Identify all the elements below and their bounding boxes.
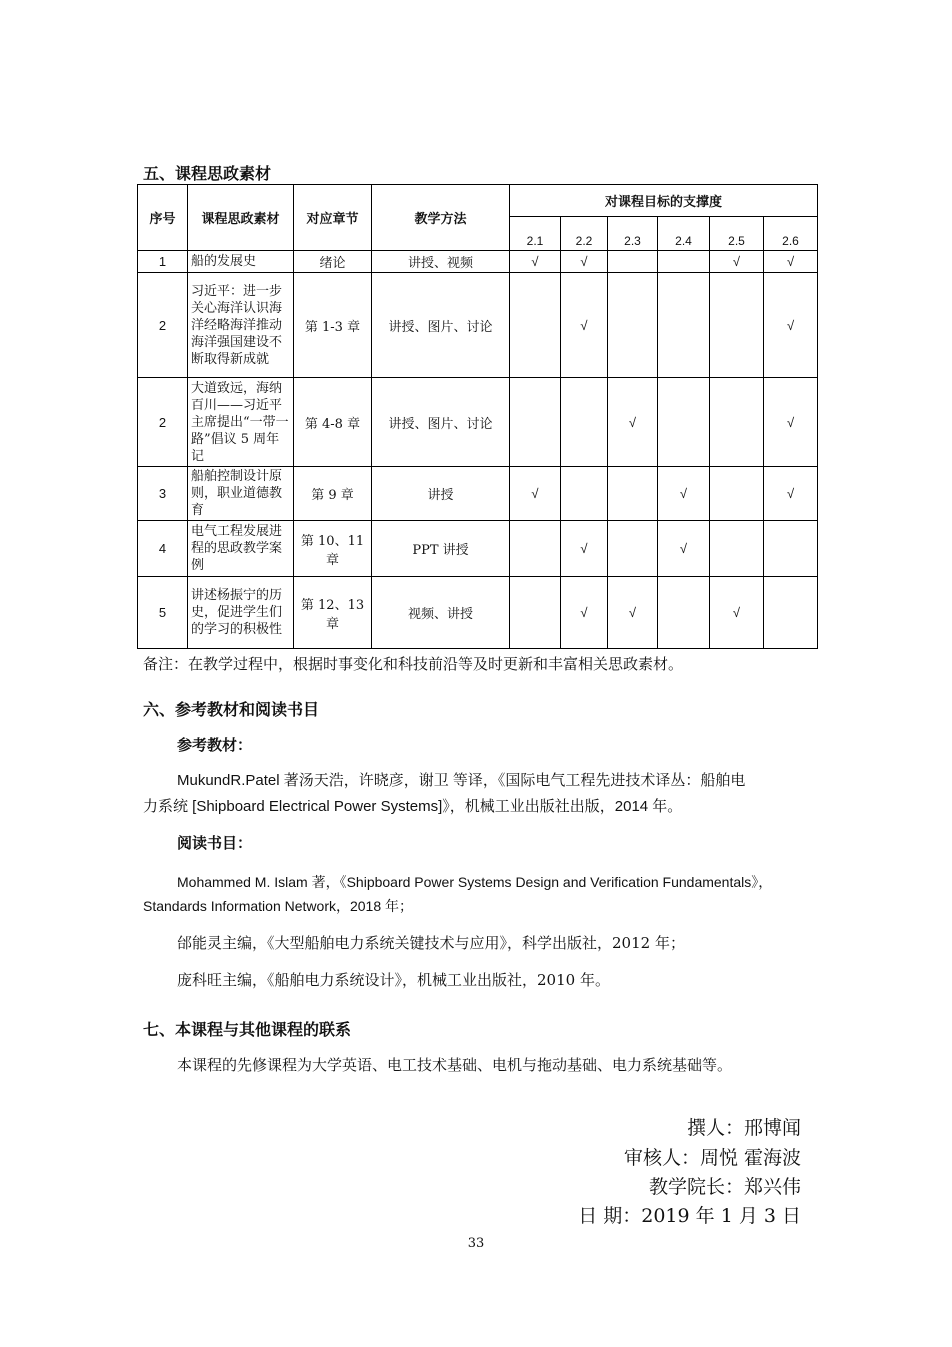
reading-entry-1-line2: Standards Information Network，2018 年； xyxy=(143,898,414,914)
section5-heading: 五、课程思政素材 xyxy=(143,164,272,183)
check-cell: √ xyxy=(561,521,608,577)
check-cell: √ xyxy=(510,251,561,273)
section7-heading: 七、本课程与其他课程的联系 xyxy=(143,1020,352,1039)
row-method: 讲授、视频 xyxy=(372,251,510,273)
check-cell xyxy=(658,378,710,467)
signature-dean: 教学院长：郑兴伟 xyxy=(648,1176,801,1198)
check-cell xyxy=(510,378,561,467)
textbook-label: 参考教材： xyxy=(177,736,253,754)
signature-author: 撰人：邢博闻 xyxy=(686,1117,801,1139)
row-index: 3 xyxy=(138,467,188,521)
check-cell xyxy=(608,521,658,577)
row-index: 1 xyxy=(138,251,188,273)
row-chapter: 第 12、13 章 xyxy=(294,577,372,649)
goal-header: 2.2 xyxy=(561,217,608,251)
table-row xyxy=(138,521,818,577)
header-index: 序号 xyxy=(138,185,188,251)
goal-header: 2.3 xyxy=(608,217,658,251)
table-row xyxy=(138,251,818,273)
check-cell: √ xyxy=(510,467,561,521)
check-cell xyxy=(561,378,608,467)
check-cell xyxy=(608,251,658,273)
check-cell xyxy=(510,273,561,378)
reading-entry-2: 邰能灵主编，《大型船舶电力系统关键技术与应用》，科学出版社，2012 年； xyxy=(177,934,685,952)
check-cell xyxy=(658,273,710,378)
textbook-entry-line1: MukundR.Patel 著汤天浩，许晓彦，谢卫 等译，《国际电气工程先进技术译丛：船舶电 xyxy=(177,772,746,789)
row-method: 讲授、图片、讨论 xyxy=(372,378,510,467)
check-cell xyxy=(658,251,710,273)
check-cell xyxy=(710,521,764,577)
check-cell: √ xyxy=(710,577,764,649)
goal-header: 2.6 xyxy=(764,217,818,251)
textbook-entry-line2: 力系统 [Shipboard Electrical Power Systems]》，机械工业出版社出版，2014 年。 xyxy=(143,798,683,815)
row-chapter: 第 10、11 章 xyxy=(294,521,372,577)
row-method: 视频、讲授 xyxy=(372,577,510,649)
goal-header: 2.4 xyxy=(658,217,710,251)
row-index: 2 xyxy=(138,273,188,378)
check-cell xyxy=(510,521,561,577)
row-chapter: 第 1-3 章 xyxy=(294,273,372,378)
row-material: 习近平：进一步关心海洋认识海洋经略海洋推动海洋强国建设不断取得新成就 xyxy=(188,273,294,378)
check-cell xyxy=(764,521,818,577)
check-cell: √ xyxy=(764,273,818,378)
row-material: 大道致远，海纳百川——习近平主席提出“一带一路”倡议 5 周年记 xyxy=(188,378,294,467)
check-cell xyxy=(608,273,658,378)
row-chapter: 第 4-8 章 xyxy=(294,378,372,467)
reading-entry-1-line1: Mohammed M. Islam 著，《Shipboard Power Systems Design and Verification Fundamentals》， xyxy=(177,874,773,890)
check-cell xyxy=(764,577,818,649)
reading-label: 阅读书目： xyxy=(177,834,253,852)
section6-heading: 六、参考教材和阅读书目 xyxy=(143,700,320,719)
check-cell: √ xyxy=(764,378,818,467)
row-method: 讲授、图片、讨论 xyxy=(372,273,510,378)
check-cell: √ xyxy=(608,577,658,649)
check-cell xyxy=(608,467,658,521)
header-chapter: 对应章节 xyxy=(294,185,372,251)
row-material: 船舶控制设计原则，职业道德教育 xyxy=(188,467,294,521)
check-cell: √ xyxy=(608,378,658,467)
table-row xyxy=(138,378,818,467)
table-row xyxy=(138,273,818,378)
row-material: 讲述杨振宁的历史，促进学生们的学习的积极性 xyxy=(188,577,294,649)
check-cell: √ xyxy=(561,273,608,378)
signature-reviewer: 审核人：周悦 霍海波 xyxy=(623,1147,801,1169)
signature-date: 日 期：2019 年 1 月 3 日 xyxy=(578,1205,801,1227)
row-method: PPT 讲授 xyxy=(372,521,510,577)
row-index: 2 xyxy=(138,378,188,467)
check-cell xyxy=(710,467,764,521)
check-cell xyxy=(658,577,710,649)
row-material: 电气工程发展进程的思政教学案例 xyxy=(188,521,294,577)
check-cell: √ xyxy=(764,467,818,521)
check-cell: √ xyxy=(658,467,710,521)
header-support: 对课程目标的支撑度 xyxy=(510,185,818,217)
check-cell xyxy=(710,378,764,467)
check-cell: √ xyxy=(561,577,608,649)
reading-entry-3: 庞科旺主编，《船舶电力系统设计》，机械工业出版社，2010 年。 xyxy=(177,971,610,989)
check-cell xyxy=(510,577,561,649)
table-row xyxy=(138,467,818,521)
check-cell: √ xyxy=(710,251,764,273)
check-cell: √ xyxy=(764,251,818,273)
check-cell xyxy=(710,273,764,378)
goal-header: 2.5 xyxy=(710,217,764,251)
check-cell xyxy=(561,467,608,521)
table-row xyxy=(138,577,818,649)
check-cell: √ xyxy=(561,251,608,273)
header-material: 课程思政素材 xyxy=(188,185,294,251)
header-method: 教学方法 xyxy=(372,185,510,251)
ideology-material-table xyxy=(137,184,818,649)
row-index: 4 xyxy=(138,521,188,577)
goal-header: 2.1 xyxy=(510,217,561,251)
table-note: 备注：在教学过程中，根据时事变化和科技前沿等及时更新和丰富相关思政素材。 xyxy=(143,655,684,673)
row-material: 船的发展史 xyxy=(188,251,294,273)
row-index: 5 xyxy=(138,577,188,649)
section7-text: 本课程的先修课程为大学英语、电工技术基础、电机与拖动基础、电力系统基础等。 xyxy=(177,1056,733,1074)
row-chapter: 绪论 xyxy=(294,251,372,273)
row-method: 讲授 xyxy=(372,467,510,521)
row-chapter: 第 9 章 xyxy=(294,467,372,521)
page-number: 33 xyxy=(467,1236,485,1251)
check-cell: √ xyxy=(658,521,710,577)
